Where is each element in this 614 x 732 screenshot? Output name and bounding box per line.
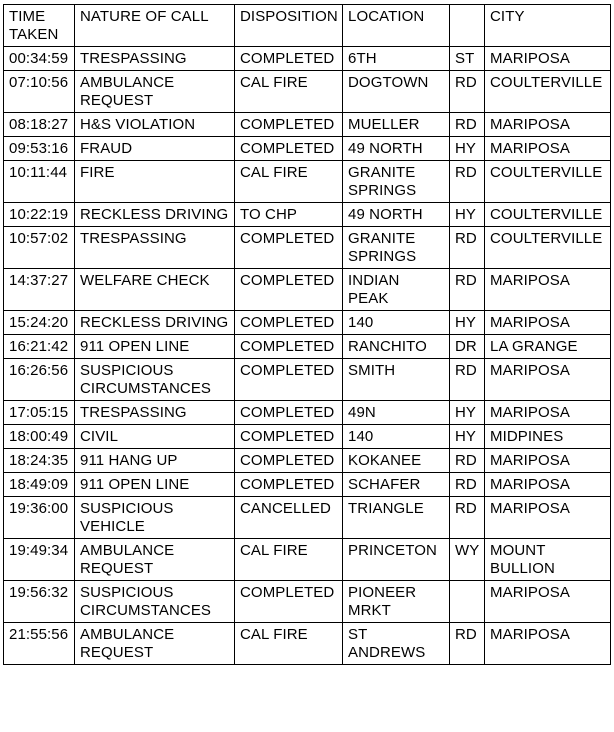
street-suffix-cell: RD	[450, 473, 485, 497]
location-cell: PIONEER MRKT	[343, 581, 450, 623]
time-cell: 19:56:32	[4, 581, 75, 623]
header-disposition: DISPOSITION	[235, 5, 343, 47]
location-cell: MUELLER	[343, 113, 450, 137]
table-row	[4, 581, 611, 623]
time-cell: 18:24:35	[4, 449, 75, 473]
location-cell: ST ANDREWS	[343, 623, 450, 665]
city-cell: MARIPOSA	[485, 359, 611, 401]
nature-of-call-cell: CIVIL	[75, 425, 235, 449]
disposition-cell: COMPLETED	[235, 449, 343, 473]
location-cell: DOGTOWN	[343, 71, 450, 113]
disposition-cell: COMPLETED	[235, 359, 343, 401]
disposition-cell: TO CHP	[235, 203, 343, 227]
table-row	[4, 401, 611, 425]
street-suffix-cell: WY	[450, 539, 485, 581]
nature-of-call-cell: TRESPASSING	[75, 227, 235, 269]
location-cell: 49N	[343, 401, 450, 425]
city-cell: MARIPOSA	[485, 113, 611, 137]
location-cell: SCHAFER	[343, 473, 450, 497]
time-cell: 08:18:27	[4, 113, 75, 137]
nature-of-call-cell: AMBULANCE REQUEST	[75, 539, 235, 581]
time-cell: 19:49:34	[4, 539, 75, 581]
city-cell: LA GRANGE	[485, 335, 611, 359]
disposition-cell: COMPLETED	[235, 113, 343, 137]
street-suffix-cell: RD	[450, 269, 485, 311]
header-location: LOCATION	[343, 5, 450, 47]
nature-of-call-cell: H&S VIOLATION	[75, 113, 235, 137]
header-street-suffix	[450, 5, 485, 47]
time-cell: 00:34:59	[4, 47, 75, 71]
street-suffix-cell: RD	[450, 359, 485, 401]
city-cell: MARIPOSA	[485, 473, 611, 497]
time-cell: 18:49:09	[4, 473, 75, 497]
table-row	[4, 623, 611, 665]
city-cell: MARIPOSA	[485, 581, 611, 623]
table-row	[4, 425, 611, 449]
disposition-cell: COMPLETED	[235, 311, 343, 335]
header-nature-of-call: NATURE OF CALL	[75, 5, 235, 47]
street-suffix-cell: HY	[450, 401, 485, 425]
street-suffix-cell: ST	[450, 47, 485, 71]
street-suffix-cell: HY	[450, 203, 485, 227]
location-cell: 49 NORTH	[343, 137, 450, 161]
street-suffix-cell: RD	[450, 161, 485, 203]
nature-of-call-cell: SUSPICIOUS CIRCUMSTANCES	[75, 581, 235, 623]
table-row	[4, 359, 611, 401]
location-cell: RANCHITO	[343, 335, 450, 359]
disposition-cell: COMPLETED	[235, 137, 343, 161]
city-cell: COULTERVILLE	[485, 161, 611, 203]
disposition-cell: COMPLETED	[235, 47, 343, 71]
table-row	[4, 47, 611, 71]
disposition-cell: COMPLETED	[235, 401, 343, 425]
location-cell: 6TH	[343, 47, 450, 71]
location-cell: SMITH	[343, 359, 450, 401]
city-cell: COULTERVILLE	[485, 227, 611, 269]
city-cell: MARIPOSA	[485, 497, 611, 539]
nature-of-call-cell: AMBULANCE REQUEST	[75, 71, 235, 113]
street-suffix-cell: HY	[450, 137, 485, 161]
location-cell: 140	[343, 425, 450, 449]
street-suffix-cell: DR	[450, 335, 485, 359]
time-cell: 16:26:56	[4, 359, 75, 401]
street-suffix-cell: HY	[450, 425, 485, 449]
header-time-taken: TIME TAKEN	[4, 5, 75, 47]
call-log-table	[3, 4, 611, 665]
nature-of-call-cell: FIRE	[75, 161, 235, 203]
table-row	[4, 113, 611, 137]
header-row	[4, 5, 611, 47]
time-cell: 14:37:27	[4, 269, 75, 311]
disposition-cell: COMPLETED	[235, 227, 343, 269]
time-cell: 10:22:19	[4, 203, 75, 227]
time-cell: 16:21:42	[4, 335, 75, 359]
table-row	[4, 539, 611, 581]
table-row	[4, 137, 611, 161]
location-cell: INDIAN PEAK	[343, 269, 450, 311]
time-cell: 21:55:56	[4, 623, 75, 665]
city-cell: COULTERVILLE	[485, 203, 611, 227]
disposition-cell: CANCELLED	[235, 497, 343, 539]
nature-of-call-cell: SUSPICIOUS VEHICLE	[75, 497, 235, 539]
time-cell: 17:05:15	[4, 401, 75, 425]
table-row	[4, 269, 611, 311]
disposition-cell: COMPLETED	[235, 269, 343, 311]
disposition-cell: COMPLETED	[235, 335, 343, 359]
time-cell: 19:36:00	[4, 497, 75, 539]
table-row	[4, 161, 611, 203]
table-row	[4, 335, 611, 359]
time-cell: 07:10:56	[4, 71, 75, 113]
disposition-cell: CAL FIRE	[235, 539, 343, 581]
disposition-cell: COMPLETED	[235, 425, 343, 449]
street-suffix-cell	[450, 581, 485, 623]
city-cell: MARIPOSA	[485, 269, 611, 311]
nature-of-call-cell: WELFARE CHECK	[75, 269, 235, 311]
city-cell: MOUNT BULLION	[485, 539, 611, 581]
street-suffix-cell: HY	[450, 311, 485, 335]
location-cell: 140	[343, 311, 450, 335]
nature-of-call-cell: FRAUD	[75, 137, 235, 161]
table-row	[4, 71, 611, 113]
street-suffix-cell: RD	[450, 227, 485, 269]
street-suffix-cell: RD	[450, 71, 485, 113]
disposition-cell: CAL FIRE	[235, 623, 343, 665]
location-cell: TRIANGLE	[343, 497, 450, 539]
table-row	[4, 449, 611, 473]
location-cell: KOKANEE	[343, 449, 450, 473]
street-suffix-cell: RD	[450, 623, 485, 665]
street-suffix-cell: RD	[450, 113, 485, 137]
header-city: CITY	[485, 5, 611, 47]
table-row	[4, 497, 611, 539]
city-cell: COULTERVILLE	[485, 71, 611, 113]
disposition-cell: COMPLETED	[235, 581, 343, 623]
city-cell: MARIPOSA	[485, 311, 611, 335]
nature-of-call-cell: 911 OPEN LINE	[75, 335, 235, 359]
location-cell: GRANITE SPRINGS	[343, 227, 450, 269]
time-cell: 09:53:16	[4, 137, 75, 161]
city-cell: MARIPOSA	[485, 623, 611, 665]
nature-of-call-cell: 911 OPEN LINE	[75, 473, 235, 497]
disposition-cell: CAL FIRE	[235, 71, 343, 113]
call-log-body	[4, 5, 611, 665]
table-row	[4, 227, 611, 269]
disposition-cell: CAL FIRE	[235, 161, 343, 203]
time-cell: 10:11:44	[4, 161, 75, 203]
nature-of-call-cell: RECKLESS DRIVING	[75, 311, 235, 335]
location-cell: PRINCETON	[343, 539, 450, 581]
city-cell: MARIPOSA	[485, 137, 611, 161]
street-suffix-cell: RD	[450, 497, 485, 539]
table-row	[4, 203, 611, 227]
location-cell: GRANITE SPRINGS	[343, 161, 450, 203]
table-row	[4, 473, 611, 497]
time-cell: 18:00:49	[4, 425, 75, 449]
city-cell: MARIPOSA	[485, 449, 611, 473]
city-cell: MARIPOSA	[485, 47, 611, 71]
nature-of-call-cell: 911 HANG UP	[75, 449, 235, 473]
city-cell: MIDPINES	[485, 425, 611, 449]
disposition-cell: COMPLETED	[235, 473, 343, 497]
street-suffix-cell: RD	[450, 449, 485, 473]
nature-of-call-cell: SUSPICIOUS CIRCUMSTANCES	[75, 359, 235, 401]
city-cell: MARIPOSA	[485, 401, 611, 425]
nature-of-call-cell: RECKLESS DRIVING	[75, 203, 235, 227]
nature-of-call-cell: TRESPASSING	[75, 401, 235, 425]
nature-of-call-cell: TRESPASSING	[75, 47, 235, 71]
location-cell: 49 NORTH	[343, 203, 450, 227]
nature-of-call-cell: AMBULANCE REQUEST	[75, 623, 235, 665]
time-cell: 15:24:20	[4, 311, 75, 335]
time-cell: 10:57:02	[4, 227, 75, 269]
table-row	[4, 311, 611, 335]
